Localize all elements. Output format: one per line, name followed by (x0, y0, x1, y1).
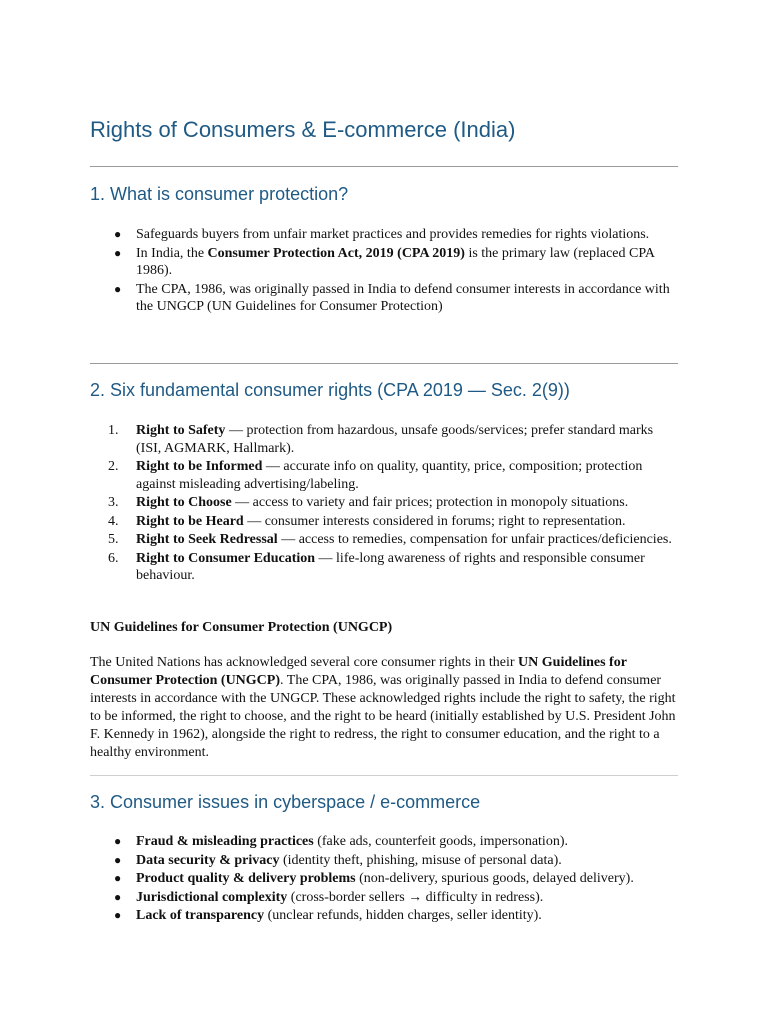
bullet-icon: ● (114, 908, 122, 922)
list-item-text: — life-long awareness of rights and responsible consumer behaviour. (136, 550, 645, 583)
section-2-heading: 2. Six fundamental consumer rights (CPA 2019 — Sec. 2(9)) (90, 380, 570, 400)
bullet-icon: ● (114, 834, 122, 848)
list-item-text: — protection from hazardous, unsafe goods/services; prefer standard marks (ISI, AGMARK, Hallmark). (136, 423, 654, 456)
list-item (90, 550, 680, 585)
list-item-bold: Right to Choose (136, 495, 232, 510)
list-item-text: (non-delivery, spurious goods, delayed delivery). (355, 871, 634, 886)
list-item (90, 494, 680, 512)
list-item-text: The CPA, 1986, was originally passed in India to defend consumer interests in accordance with the UNGCP (UN Guidelines for Consumer Protection) (136, 281, 670, 314)
bullet-icon: ● (114, 852, 122, 867)
list-item (90, 458, 680, 493)
list-item-text: (fake ads, counterfeit goods, impersonation). (313, 834, 568, 849)
list-number: 5. (108, 532, 119, 547)
list-item (90, 833, 680, 851)
bullet-icon: ● (114, 889, 122, 904)
list-item (90, 281, 680, 316)
section-2-list (90, 422, 680, 586)
list-item-text: — access to remedies, compensation for unfair practices/deficiencies. (277, 532, 672, 547)
list-item (90, 531, 680, 549)
list-number: 4. (108, 513, 119, 529)
list-item-bold: Data security & privacy (136, 852, 280, 868)
section-1-list (90, 226, 680, 317)
section-divider (90, 775, 678, 776)
list-item-text: (unclear refunds, hidden charges, seller identity). (264, 908, 542, 923)
list-item-text: — access to variety and fair prices; protection in monopoly situations. (231, 495, 629, 510)
ungcp-paragraph (90, 654, 682, 762)
list-item-bold: Consumer Protection Act, 2019 (CPA 2019) (207, 245, 465, 261)
list-item-text: is the primary law (replaced CPA 1986). (136, 245, 655, 278)
list-item-bold: Fraud & misleading practices (136, 834, 314, 849)
list-item-text: Safeguards buyers from unfair market practices and provides remedies for rights violations. (136, 227, 650, 242)
list-item (90, 245, 680, 280)
section-1-heading: 1. What is consumer protection? (90, 184, 349, 204)
list-item-bold: Jurisdictional complexity (136, 889, 288, 905)
bullet-icon: ● (114, 245, 122, 260)
list-number: 3. (108, 495, 119, 510)
list-item-bold: Right to Seek Redressal (136, 532, 278, 547)
list-item-text: In India, the (136, 245, 208, 261)
section-3-heading: 3. Consumer issues in cyberspace / e-commerce (90, 792, 481, 812)
paragraph-bold: UN Guidelines for Consumer Protection (UNGCP) (90, 655, 627, 688)
section-divider (90, 363, 678, 364)
list-item (90, 226, 680, 244)
bullet-icon: ● (114, 281, 122, 296)
list-number: 6. (108, 550, 119, 566)
list-item-bold: Lack of transparency (136, 908, 265, 923)
list-item-bold: Right to be Informed (136, 459, 263, 474)
list-item-text: (cross-border sellers → difficulty in redress). (287, 889, 544, 905)
paragraph-text: . The CPA, 1986, was originally passed in India to defend consumer interests in accordance with the UNGCP. These acknowledged rights include the right to safety, the right to be informed, the right to choose, and the right to be heard (initially established by U.S. President John F. Kennedy in 1962), alongside the right to redress, the right to consumer education, and the right to a healthy environment. (90, 673, 676, 760)
list-item (90, 889, 680, 907)
list-item-bold: Right to Consumer Education (136, 550, 316, 566)
ungcp-heading-text: UN Guidelines for Consumer Protection (UNGCP) (90, 620, 393, 635)
list-item-bold: Product quality & delivery problems (136, 871, 356, 886)
list-item (90, 907, 680, 925)
list-item-text: (identity theft, phishing, misuse of personal data). (279, 852, 562, 868)
list-item (90, 870, 680, 888)
paragraph-text: The United Nations has acknowledged several core consumer rights in their (90, 655, 519, 670)
list-item (90, 422, 680, 457)
list-item-text: — consumer interests considered in forums; right to representation. (243, 513, 626, 529)
list-number: 1. (108, 423, 119, 438)
ungcp-heading (90, 619, 682, 637)
list-item-bold: Right to be Heard (136, 513, 244, 529)
bullet-icon: ● (114, 871, 122, 885)
list-number: 2. (108, 459, 119, 474)
section-3-list (90, 833, 680, 926)
bullet-icon: ● (114, 227, 122, 241)
list-item (90, 513, 680, 531)
list-item-text: — accurate info on quality, quantity, price, composition; protection against misleading advertising/labeling. (136, 459, 643, 492)
list-item (90, 852, 680, 870)
list-item-bold: Right to Safety (136, 423, 226, 438)
title-divider (90, 166, 678, 167)
page-title: Rights of Consumers & E-commerce (India) (90, 117, 516, 142)
